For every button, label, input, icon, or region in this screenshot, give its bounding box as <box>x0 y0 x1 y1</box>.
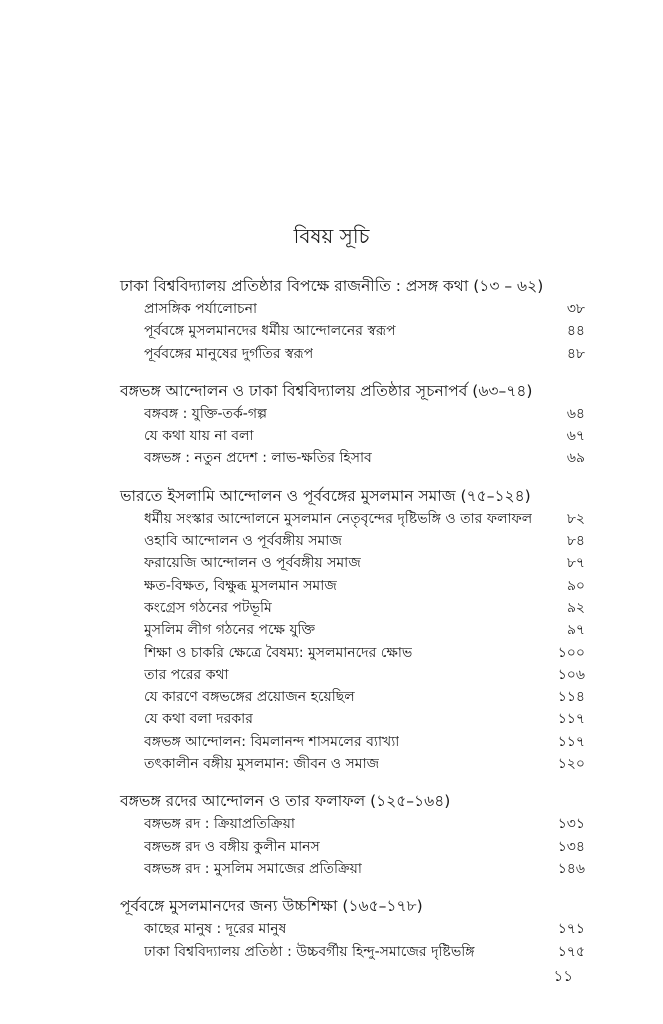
entry-title: যে কথা বলা দরকার <box>144 711 253 728</box>
toc-entry <box>120 642 585 664</box>
entry-page: ৮২ <box>566 510 585 527</box>
entry-title: কাছের মানুষ : দূরের মানুষ <box>144 921 287 938</box>
entry-title: মুসলিম লীগ গঠনের পক্ষে যুক্তি <box>144 622 316 639</box>
toc-section <box>120 274 585 365</box>
section-heading: বঙ্গভঙ্গ আন্দোলন ও ঢাকা বিশ্ববিদ্যালয় প্রতিষ্ঠার সূচনাপর্ব (৬৩–৭৪) <box>120 381 533 400</box>
entry-page: ১১৭ <box>557 733 585 750</box>
toc-section <box>120 894 585 963</box>
entry-page: ৩৮ <box>566 301 585 317</box>
toc-section <box>120 484 585 776</box>
entry-page: ১৩৪ <box>557 838 585 855</box>
entry-title: ঢাকা বিশ্ববিদ্যালয় প্রতিষ্ঠা : উচ্চবর্গীয় হিন্দু-সমাজের দৃষ্টিভঙ্গি <box>144 943 475 960</box>
entry-page: ১৭৫ <box>557 943 585 960</box>
page-number: ১১ <box>553 967 573 985</box>
entry-page: ৮৭ <box>566 555 585 572</box>
entry-title: তার পরের কথা <box>144 666 229 683</box>
entry-title: ফরায়েজি আন্দোলন ও পূর্ববঙ্গীয় সমাজ <box>144 555 361 572</box>
entry-title: বঙ্গভঙ্গ রদ : মুসলিম সমাজের প্রতিক্রিয়া <box>144 860 362 877</box>
entry-page: ৯৭ <box>566 622 585 639</box>
entry-page: ১৩১ <box>557 816 585 833</box>
toc-entry <box>120 731 585 753</box>
toc-entry <box>120 619 585 641</box>
entry-page: ১২০ <box>557 756 585 773</box>
entry-page: ১১৭ <box>557 711 585 728</box>
entry-page: ৬৭ <box>566 428 585 445</box>
toc-entry <box>120 320 585 342</box>
entry-title: পূর্ববঙ্গের মানুষের দুর্গতির স্বরূপ <box>144 345 314 362</box>
entry-title: বঙ্গবঙ্গ : যুক্তি-তর্ক-গল্প <box>144 405 268 422</box>
toc-entry <box>120 858 585 880</box>
entry-page: ১৪৬ <box>557 860 585 877</box>
entry-page: ৯০ <box>566 577 585 594</box>
section-heading: বঙ্গভঙ্গ রদের আন্দোলন ও তার ফলাফল (১২৫–১৬৪) <box>120 792 451 811</box>
toc-entry <box>120 508 585 530</box>
entry-page: ৪৪ <box>566 323 585 340</box>
entry-title: ওহাবি আন্দোলন ও পূর্ববঙ্গীয় সমাজ <box>144 533 342 550</box>
table-of-contents <box>120 274 585 977</box>
toc-entry <box>120 343 585 365</box>
entry-title: পূর্ববঙ্গে মুসলমানদের ধর্মীয় আন্দোলনের স্বরূপ <box>144 323 396 340</box>
page-title: বিষয় সূচি <box>293 224 370 248</box>
toc-entry <box>120 664 585 686</box>
entry-title: বঙ্গভঙ্গ : নতুন প্রদেশ : লাভ-ক্ষতির হিসাব <box>144 450 372 467</box>
toc-entry <box>120 836 585 858</box>
toc-entry <box>120 813 585 835</box>
entry-page: ৬৪ <box>566 405 585 422</box>
toc-entry <box>120 941 585 963</box>
entry-title: শিক্ষা ও চাকরি ক্ষেত্রে বৈষম্য: মুসলমানদের ক্ষোভ <box>144 644 413 661</box>
toc-entry <box>120 753 585 775</box>
entry-page: ৪৮ <box>566 345 585 362</box>
toc-section <box>120 379 585 470</box>
entry-page: ৮৪ <box>566 533 585 550</box>
entry-page: ৬৯ <box>566 450 585 467</box>
entry-title: যে কারণে বঙ্গভঙ্গের প্রয়োজন হয়েছিল <box>144 689 355 706</box>
toc-entry <box>120 530 585 552</box>
toc-entry <box>120 686 585 708</box>
entry-title: ক্ষত-বিক্ষত, বিক্ষুব্ধ মুসলমান সমাজ <box>144 577 337 594</box>
entry-page: ১৭১ <box>557 921 585 938</box>
entry-title: বঙ্গভঙ্গ আন্দোলন: বিমলানন্দ শাসমলের ব্যাখ্যা <box>144 733 400 750</box>
toc-entry <box>120 403 585 425</box>
section-heading: পূর্ববঙ্গে মুসলমানদের জন্য উচ্চশিক্ষা (১৬৫–১৭৮) <box>120 897 423 916</box>
entry-page: ৯২ <box>566 599 585 616</box>
toc-entry <box>120 708 585 730</box>
section-heading: ঢাকা বিশ্ববিদ্যালয় প্রতিষ্ঠার বিপক্ষে রাজনীতি : প্রসঙ্গ কথা (১৩ – ৬২) <box>120 277 544 295</box>
entry-page: ১০৬ <box>557 666 585 683</box>
entry-title: কংগ্রেস গঠনের পটভূমি <box>144 599 272 616</box>
toc-entry <box>120 298 585 320</box>
entry-page: ১০০ <box>557 644 585 661</box>
entry-title: যে কথা যায় না বলা <box>144 428 254 445</box>
entry-title: বঙ্গভঙ্গ রদ ও বঙ্গীয় কুলীন মানস <box>144 838 320 855</box>
entry-title: প্রাসঙ্গিক পর্যালোচনা <box>144 301 258 317</box>
entry-title: বঙ্গভঙ্গ রদ : ক্রিয়াপ্রতিক্রিয়া <box>144 816 295 833</box>
toc-entry <box>120 447 585 469</box>
section-heading: ভারতে ইসলামি আন্দোলন ও পূর্ববঙ্গের মুসলমান সমাজ (৭৫–১২৪) <box>120 486 531 505</box>
toc-section <box>120 789 585 880</box>
entry-page: ১১৪ <box>557 689 585 706</box>
toc-entry <box>120 597 585 619</box>
toc-entry <box>120 425 585 447</box>
entry-title: তৎকালীন বঙ্গীয় মুসলমান: জীবন ও সমাজ <box>144 756 380 773</box>
toc-entry <box>120 918 585 940</box>
entry-title: ধর্মীয় সংস্কার আন্দোলনে মুসলমান নেতৃবৃন্দের দৃষ্টিভঙ্গি ও তার ফলাফল <box>144 510 533 527</box>
toc-entry <box>120 552 585 574</box>
toc-entry <box>120 575 585 597</box>
